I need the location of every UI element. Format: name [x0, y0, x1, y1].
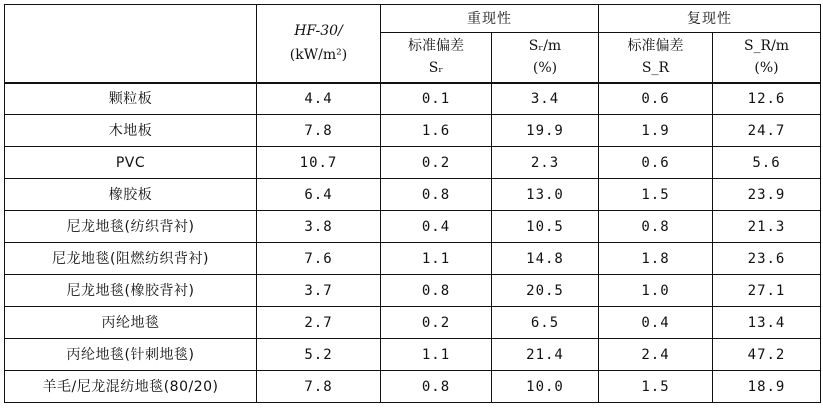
- table-row: [5, 179, 821, 211]
- repro-rel-cell: 18.9: [713, 371, 821, 403]
- header-rep-rel-label: Sᵣ/m: [528, 38, 562, 55]
- table-row: [5, 115, 821, 147]
- repro-rel-cell: 23.9: [713, 179, 821, 211]
- repro-std-cell: 0.6: [599, 147, 713, 179]
- material-cell: 羊毛/尼龙混纺地毯(80/20): [5, 371, 257, 403]
- repro-std-cell: 1.5: [599, 179, 713, 211]
- rep-std-cell: 1.6: [381, 115, 492, 147]
- repro-rel-cell: 12.6: [713, 83, 821, 115]
- table-row: [5, 211, 821, 243]
- rep-std-cell: 1.1: [381, 339, 492, 371]
- header-repro-rel: [713, 33, 821, 83]
- rep-rel-cell: 21.4: [492, 339, 599, 371]
- hf30-cell: 7.8: [257, 115, 381, 147]
- material-cell: 尼龙地毯(阻燃纺织背衬): [5, 243, 257, 275]
- hf30-cell: 10.7: [257, 147, 381, 179]
- header-rep-std-label: 标准偏差: [408, 38, 464, 55]
- table-row: [5, 339, 821, 371]
- table-row: [5, 243, 821, 275]
- rep-rel-cell: 2.3: [492, 147, 599, 179]
- material-cell: 丙纶地毯(针刺地毯): [5, 339, 257, 371]
- header-hf30-unit: (kW/m²): [289, 47, 348, 64]
- material-cell: 橡胶板: [5, 179, 257, 211]
- hf30-cell: 7.6: [257, 243, 381, 275]
- header-rep-std: [381, 33, 492, 83]
- repro-rel-cell: 24.7: [713, 115, 821, 147]
- material-cell: PVC: [5, 147, 257, 179]
- rep-std-cell: 0.1: [381, 83, 492, 115]
- repro-std-cell: 0.6: [599, 83, 713, 115]
- rep-rel-cell: 10.0: [492, 371, 599, 403]
- table-row: [5, 83, 821, 115]
- header-reproducibility: 复现性: [599, 5, 821, 33]
- table-row: [5, 275, 821, 307]
- rep-std-cell: 0.2: [381, 307, 492, 339]
- repro-std-cell: 0.4: [599, 307, 713, 339]
- rep-std-cell: 0.4: [381, 211, 492, 243]
- header-rep-std-symbol: Sᵣ: [428, 60, 444, 77]
- repro-rel-cell: 27.1: [713, 275, 821, 307]
- repro-std-cell: 1.5: [599, 371, 713, 403]
- hf30-cell: 4.4: [257, 83, 381, 115]
- precision-table: [4, 4, 821, 403]
- repro-std-cell: 2.4: [599, 339, 713, 371]
- header-repro-std-symbol: S_R: [641, 60, 670, 77]
- rep-rel-cell: 19.9: [492, 115, 599, 147]
- header-repro-rel-label: S_R/m: [743, 38, 790, 55]
- header-repro-std: [599, 33, 713, 83]
- header-material-blank: [5, 5, 257, 83]
- repro-rel-cell: 23.6: [713, 243, 821, 275]
- repro-std-cell: 1.0: [599, 275, 713, 307]
- hf30-cell: 3.8: [257, 211, 381, 243]
- header-repro-std-label: 标准偏差: [627, 38, 684, 55]
- hf30-cell: 3.7: [257, 275, 381, 307]
- hf30-cell: 6.4: [257, 179, 381, 211]
- rep-std-cell: 0.8: [381, 179, 492, 211]
- repro-std-cell: 1.9: [599, 115, 713, 147]
- header-rep-rel: [492, 33, 599, 83]
- rep-std-cell: 0.8: [381, 275, 492, 307]
- rep-rel-cell: 13.0: [492, 179, 599, 211]
- table-row: [5, 307, 821, 339]
- header-rep-rel-unit: (%): [532, 60, 558, 77]
- material-cell: 木地板: [5, 115, 257, 147]
- rep-rel-cell: 20.5: [492, 275, 599, 307]
- rep-std-cell: 0.8: [381, 371, 492, 403]
- material-cell: 颗粒板: [5, 83, 257, 115]
- rep-std-cell: 1.1: [381, 243, 492, 275]
- hf30-cell: 7.8: [257, 371, 381, 403]
- header-hf30-name: HF-30/: [294, 23, 343, 40]
- header-hf30: [257, 5, 381, 83]
- repro-std-cell: 0.8: [599, 211, 713, 243]
- hf30-cell: 5.2: [257, 339, 381, 371]
- material-cell: 丙纶地毯: [5, 307, 257, 339]
- hf30-cell: 2.7: [257, 307, 381, 339]
- rep-rel-cell: 14.8: [492, 243, 599, 275]
- repro-rel-cell: 13.4: [713, 307, 821, 339]
- rep-rel-cell: 6.5: [492, 307, 599, 339]
- rep-rel-cell: 10.5: [492, 211, 599, 243]
- repro-rel-cell: 5.6: [713, 147, 821, 179]
- material-cell: 尼龙地毯(橡胶背衬): [5, 275, 257, 307]
- table-row: [5, 147, 821, 179]
- header-repeatability: 重现性: [381, 5, 599, 33]
- header-repro-rel-unit: (%): [754, 60, 779, 77]
- material-cell: 尼龙地毯(纺织背衬): [5, 211, 257, 243]
- rep-rel-cell: 3.4: [492, 83, 599, 115]
- rep-std-cell: 0.2: [381, 147, 492, 179]
- repro-std-cell: 1.8: [599, 243, 713, 275]
- table-row: [5, 371, 821, 403]
- repro-rel-cell: 21.3: [713, 211, 821, 243]
- repro-rel-cell: 47.2: [713, 339, 821, 371]
